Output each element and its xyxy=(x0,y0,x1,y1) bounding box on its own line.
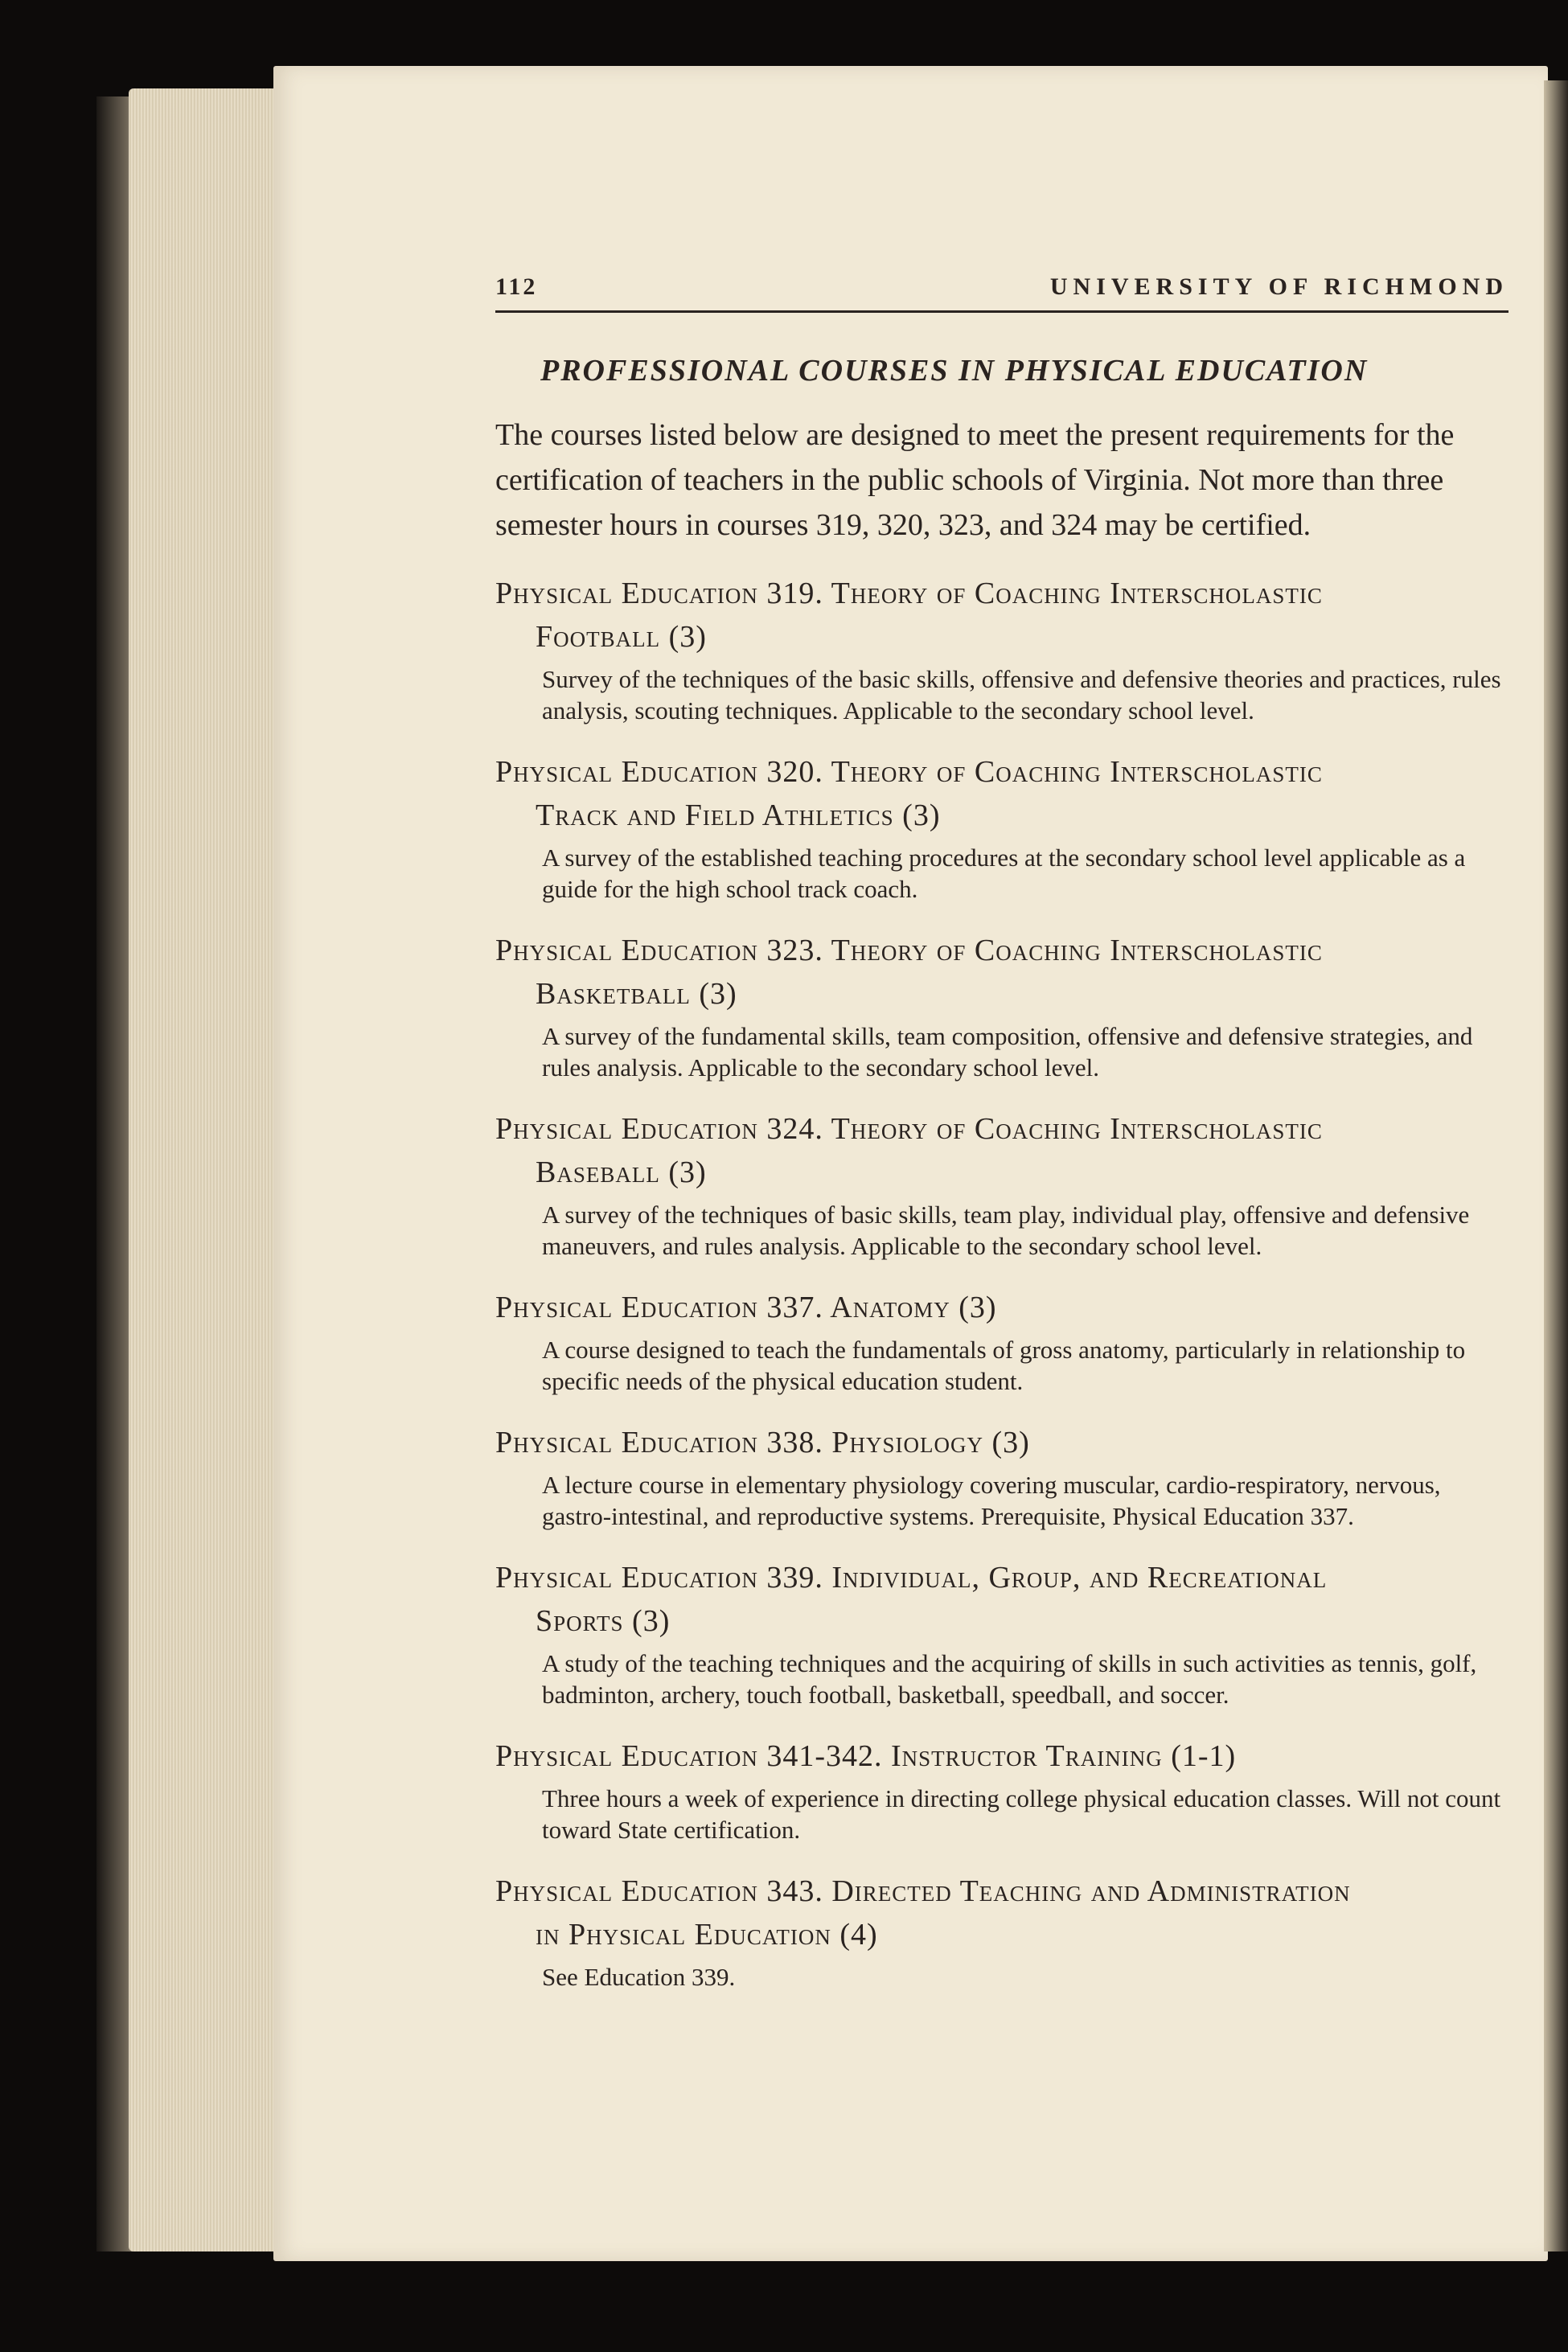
course-entry xyxy=(495,929,1508,1083)
course-heading-line2: Basketball (3) xyxy=(536,977,737,1011)
running-title: UNIVERSITY OF RICHMOND xyxy=(1049,273,1508,300)
course-heading xyxy=(495,1107,1508,1194)
course-heading-line2: Football (3) xyxy=(536,620,707,654)
course-description: Three hours a week of experience in directing college physical education classes. Will not count toward State certification. xyxy=(542,1784,1501,1844)
section-title: PROFESSIONAL COURSES IN PHYSICAL EDUCATION xyxy=(540,354,1369,388)
page-right-shadow xyxy=(1544,80,1568,2251)
course-heading-line1: Physical Education 343. Directed Teaching and Administration xyxy=(495,1874,1351,1908)
course-entry xyxy=(495,1107,1508,1262)
running-head xyxy=(495,273,1508,313)
course-heading xyxy=(495,1421,1508,1464)
course-heading-line1: Physical Education 338. Physiology (3) xyxy=(495,1426,1030,1459)
course-heading-line2: Track and Field Athletics (3) xyxy=(536,798,941,832)
course-entry xyxy=(495,1286,1508,1397)
page-number: 112 xyxy=(495,273,538,300)
course-heading xyxy=(495,750,1508,837)
course-heading xyxy=(495,1734,1508,1778)
course-heading-line1: Physical Education 341-342. Instructor Training (1-1) xyxy=(495,1739,1237,1773)
course-entry xyxy=(495,1870,1508,1993)
course-heading-line1: Physical Education 319. Theory of Coaching Interscholastic xyxy=(495,577,1323,610)
course-entry xyxy=(495,1556,1508,1710)
course-heading-line1: Physical Education 324. Theory of Coaching Interscholastic xyxy=(495,1112,1323,1146)
course-description: A survey of the established teaching procedures at the secondary school level applicable as a guide for the high school track coach. xyxy=(542,844,1466,903)
course-description: A study of the teaching techniques and the acquiring of skills in such activities as tennis, golf, badminton, archery, touch football, basketball, speedball, and soccer. xyxy=(542,1649,1477,1709)
course-heading xyxy=(495,929,1508,1016)
course-heading xyxy=(495,572,1508,659)
course-heading-line1: Physical Education 323. Theory of Coaching Interscholastic xyxy=(495,934,1323,967)
course-entry xyxy=(495,572,1508,726)
intro-paragraph: The courses listed below are designed to meet the present requirements for the certification of teachers in the public schools of Virginia. Not more than three semester hours in courses 319, 320, 323, and 324 may be certified. xyxy=(495,418,1455,542)
course-description: A course designed to teach the fundamentals of gross anatomy, particularly in relationship to specific needs of the physical education student. xyxy=(542,1336,1466,1395)
course-heading-line2: Baseball (3) xyxy=(536,1155,707,1189)
course-heading xyxy=(495,1286,1508,1329)
course-entry xyxy=(495,1421,1508,1532)
course-heading-line1: Physical Education 337. Anatomy (3) xyxy=(495,1291,997,1324)
page-content xyxy=(495,273,1508,1993)
course-description: A survey of the fundamental skills, team composition, offensive and defensive strategies, and rules analysis. Applicable to the secondary school level. xyxy=(542,1022,1473,1082)
course-heading-line1: Physical Education 339. Individual, Group, and Recreational xyxy=(495,1561,1328,1595)
course-heading xyxy=(495,1556,1508,1643)
course-description: A survey of the techniques of basic skills, team play, individual play, offensive and defensive maneuvers, and rules analysis. Applicable to the secondary school level. xyxy=(542,1201,1470,1260)
course-description: See Education 339. xyxy=(542,1963,736,1991)
course-heading-line2: Sports (3) xyxy=(536,1604,671,1638)
course-description: Survey of the techniques of the basic skills, offensive and defensive theories and practices, rules analysis, scouting techniques. Applicable to the secondary school level. xyxy=(542,665,1501,724)
course-heading-line2: in Physical Education (4) xyxy=(536,1918,878,1952)
course-entry xyxy=(495,750,1508,905)
course-heading-line1: Physical Education 320. Theory of Coaching Interscholastic xyxy=(495,755,1323,789)
course-description: A lecture course in elementary physiology covering muscular, cardio-respiratory, nervous, gastro-intestinal, and reproductive systems. Prerequisite, Physical Education 337. xyxy=(542,1471,1441,1530)
course-entry xyxy=(495,1734,1508,1845)
course-heading xyxy=(495,1870,1508,1956)
